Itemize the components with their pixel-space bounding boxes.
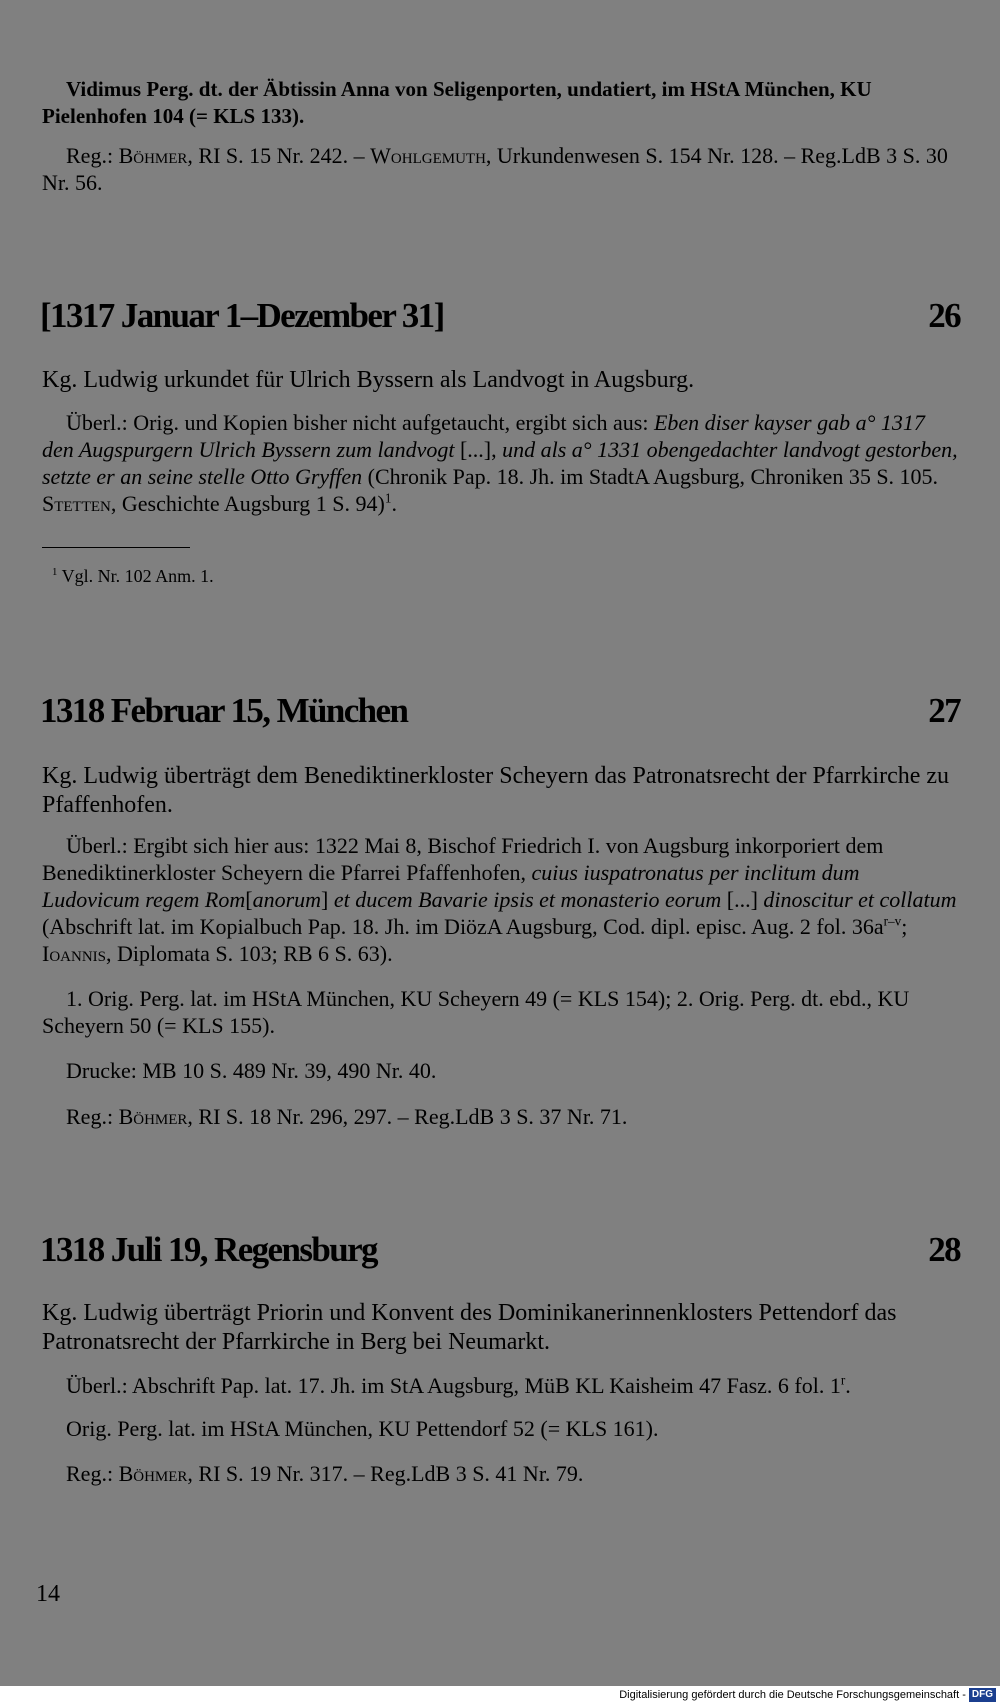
- transmission-text: Überl.: Ergibt sich hier aus: 1322 Mai 8, Bischof Friedrich I. von Augsburg inkorporiert dem Benediktinerkloster Scheyern die Pfarrei Pfaffenhofen, cuius iuspatronatus per inclitum dum Ludovicum regem Rom[anorum] et ducem Bavarie ipsis et monasterio eorum [...] dinoscitur et collatum (Abschrift lat. im Kopialbuch Pap. 18. Jh. im DiözA Augsburg, Cod. dipl. episc. Aug. 2 fol. $36a^{r-v}$; Ioannis, Diplomata S. 103; RB 6 S. 63).: [42, 833, 957, 966]
- transmission-text: Überl.: Orig. und Kopien bisher nicht aufgetaucht, ergibt sich aus: Eben diser kayser gab a° 1317 den Augspurgern Ulrich Byssern zum landvogt [...], und als a° 1331 obengedachter landvogt gestorben, setzte er an seine stelle Otto Gryffen (Chronik Pap. 18. Jh. im StadtA Augsburg, Chroniken 35 S. 105. Stetten, Geschichte Augsburg 1 S. 94)$^1$.: [42, 410, 958, 516]
- entry-number: 26: [928, 296, 960, 335]
- entry-date: 1318 Juli 19, Regensburg: [40, 1230, 377, 1269]
- dfg-logo: DFG: [969, 1688, 996, 1702]
- original-text: Orig. Perg. lat. im HStA München, KU Pettendorf 52 (= KLS 161).: [66, 1416, 659, 1441]
- prints-text: Drucke: MB 10 S. 489 Nr. 39, 490 Nr. 40.: [66, 1058, 437, 1083]
- footer-text: Digitalisierung gefördert durch die Deutsche Forschungsgemeinschaft -: [619, 1689, 966, 1701]
- entry-number: 27: [928, 691, 960, 730]
- regesta-reference: Reg.: Böhmer, RI S. 18 Nr. 296, 297. – Reg.LdB 3 S. 37 Nr. 71.: [66, 1104, 628, 1129]
- regest-text: Kg. Ludwig überträgt dem Benediktinerkloster Scheyern das Patronatsrecht der Pfarrkirche zu Pfaffenhofen.: [42, 763, 950, 818]
- page-number: 14: [36, 1581, 60, 1607]
- digitization-footer: [0, 1686, 1000, 1705]
- entry-heading-26: [40, 296, 960, 336]
- entry-date: 1318 Februar 15, München: [40, 691, 408, 730]
- entry-heading-27: [40, 691, 960, 731]
- vidimus-text: Vidimus Perg. dt. der Äbtissin Anna von Seligenporten, undatiert, im HStA München, KU Pielenhofen 104 (= KLS 133).: [42, 77, 872, 128]
- regest-text: Kg. Ludwig urkundet für Ulrich Byssern als Landvogt in Augsburg.: [42, 367, 695, 393]
- regest-text: Kg. Ludwig überträgt Priorin und Konvent des Dominikanerinnenklosters Pettendorf das Patronatsrecht der Pfarrkirche in Berg bei Neumarkt.: [42, 1300, 897, 1355]
- transmission-text: Überl.: Abschrift Pap. lat. 17. Jh. im StA Augsburg, MüB KL Kaisheim 47 Fasz. 6 fol. 1$^r$.: [66, 1372, 851, 1398]
- entry-date: [1317 Januar 1–Dezember 31]: [40, 296, 444, 335]
- footnote: $^1$ Vgl. Nr. 102 Anm. 1.: [52, 566, 214, 586]
- regesta-reference: Reg.: Böhmer, RI S. 19 Nr. 317. – Reg.LdB 3 S. 41 Nr. 79.: [66, 1461, 584, 1486]
- entry-number: 28: [928, 1230, 960, 1269]
- regesta-reference: Reg.: Böhmer, RI S. 15 Nr. 242. – Wohlgemuth, Urkundenwesen S. 154 Nr. 128. – Reg.LdB 3 S. 30 Nr. 56.: [42, 143, 948, 195]
- footnote-divider: [42, 547, 190, 548]
- original-text: 1. Orig. Perg. lat. im HStA München, KU Scheyern 49 (= KLS 154); 2. Orig. Perg. dt. ebd., KU Scheyern 50 (= KLS 155).: [42, 986, 910, 1038]
- entry-heading-28: [40, 1230, 960, 1270]
